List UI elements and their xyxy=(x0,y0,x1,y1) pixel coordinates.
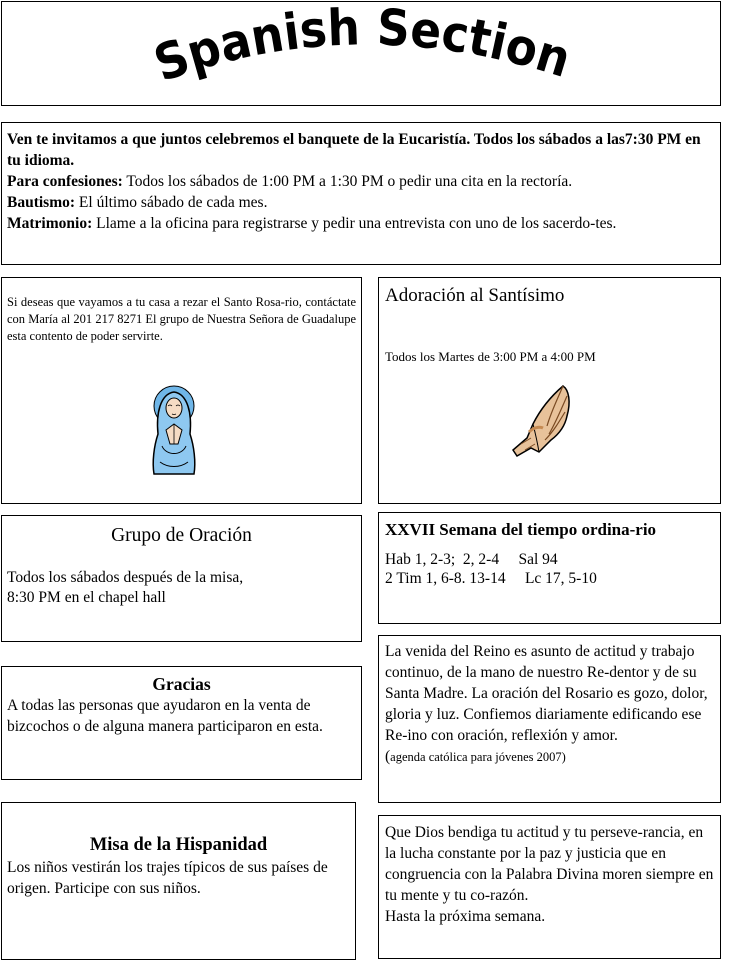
week-readings-box xyxy=(378,512,721,624)
title-wordart xyxy=(2,2,720,105)
adoration-schedule: Todos los Martes de 3:00 PM a 4:00 PM xyxy=(385,349,596,364)
page-title-text: Spanish Section xyxy=(146,2,581,94)
virgin-mary-icon xyxy=(148,384,200,476)
bautismo-line xyxy=(7,192,715,213)
bautismo-label: Bautismo: xyxy=(7,194,76,211)
matrimonio-line xyxy=(7,213,715,234)
readings-line2: 2 Tim 1, 6-8. 13-14 Lc 17, 5-10 xyxy=(385,570,597,587)
week-readings xyxy=(385,550,714,588)
readings-line1: Hab 1, 2-3; 2, 2-4 Sal 94 xyxy=(385,551,558,568)
citation-text: agenda católica para jóvenes 2007) xyxy=(390,750,566,764)
mass-invitation-text: Ven te invitamos a que juntos celebremos el banquete de la Eucaristía. Todos los sábados a las7:30 PM en tu idioma. xyxy=(7,131,701,169)
kingdom-text: La venida del Reino es asunto de actitud y trabajo continuo, de la mano de nuestro Re-dentor y de su Santa Madre. La oración del Rosario es gozo, dolor, gloria y luz. Confiemos diariamente edificando ese Re-ino con oración, reflexión y amor. xyxy=(385,643,708,744)
blessing-box xyxy=(378,815,721,959)
adoration-title: Adoración al Santísimo xyxy=(385,285,565,306)
kingdom-reflection-box xyxy=(378,635,721,803)
prayer-group-schedule xyxy=(7,568,356,608)
mass-invitation xyxy=(7,129,715,171)
blessing-text: Que Dios bendiga tu actitud y tu perseve-rancia, en la lucha constante por la paz y justicia que en congruencia con la Palabra Divina moren siempre en tu mente y tu co-razón. xyxy=(385,824,714,904)
thanks-title: Gracias xyxy=(152,674,211,694)
prayer-group-line2: 8:30 PM en el chapel hall xyxy=(7,589,166,606)
kingdom-citation xyxy=(385,746,714,768)
title-banner xyxy=(1,1,721,106)
hispanic-mass-title: Misa de la Hispanidad xyxy=(89,835,268,855)
matrimonio-text: Llame a la oficina para registrarse y pedir una entrevista con uno de los sacerdo-tes. xyxy=(92,215,617,232)
rosary-box xyxy=(1,277,362,504)
thanks-box xyxy=(1,666,362,780)
praying-hands-icon xyxy=(509,382,589,462)
adoration-box xyxy=(378,277,721,504)
hispanic-mass-text: Los niños vestirán los trajes típicos de sus países de origen. Participe con sus niños. xyxy=(7,859,328,897)
bautismo-text: El último sábado de cada mes. xyxy=(75,194,268,211)
thanks-text: A todas las personas que ayudaron en la venta de bizcochos o de alguna manera participaron en esta. xyxy=(7,697,323,735)
confesiones-label: Para confesiones: xyxy=(7,173,123,190)
prayer-group-box xyxy=(1,515,362,642)
week-title: XXVII Semana del tiempo ordina-rio xyxy=(385,520,657,539)
citation-open: ( xyxy=(385,748,391,765)
prayer-group-line1: Todos los sábados después de la misa, xyxy=(7,569,244,586)
blessing-closing: Hasta la próxima semana. xyxy=(385,908,546,925)
confesiones-line xyxy=(7,171,715,192)
confesiones-text: Todos los sábados de 1:00 PM a 1:30 PM o pedir una cita en la rectoría. xyxy=(122,173,573,190)
hispanic-mass-box xyxy=(1,802,356,960)
mass-info-box xyxy=(1,122,721,265)
prayer-group-title: Grupo de Oración xyxy=(111,525,252,546)
page-title xyxy=(146,2,581,94)
rosary-text: Si deseas que vayamos a tu casa a rezar el Santo Rosa-rio, contáctate con María al 201 217 8271 El grupo de Nuestra Señora de Guadalupe esta contento de poder servirte. xyxy=(7,295,356,343)
matrimonio-label: Matrimonio: xyxy=(7,215,93,232)
